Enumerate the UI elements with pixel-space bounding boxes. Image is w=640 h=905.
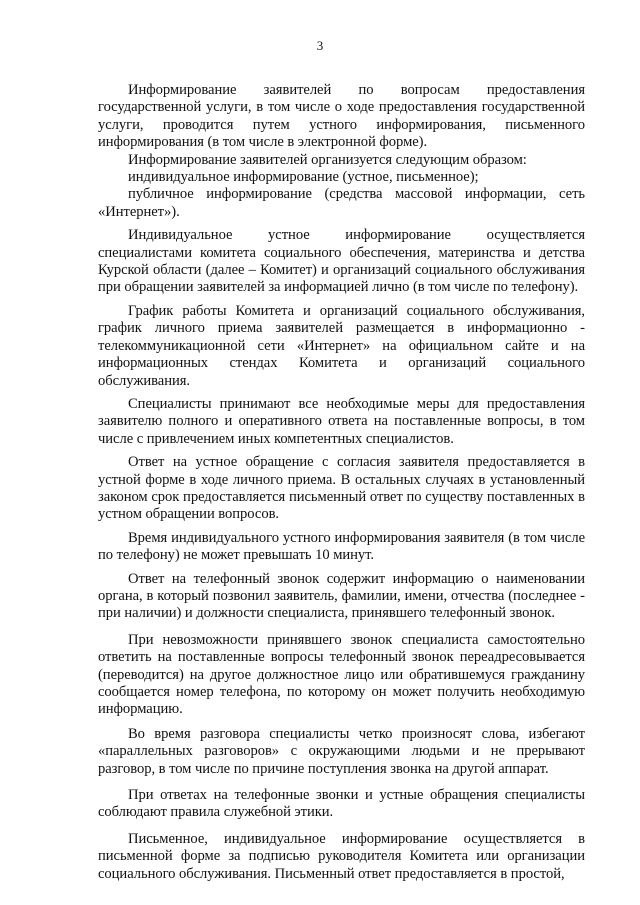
paragraph: Индивидуальное устное информирование осуществляется специалистами комитета социального обеспечения, материнства и детства Курской области (далее – Комитет) и организаций социального обслуживания при обращении заявителей за информацией лично (в том числе по телефону). [98, 227, 585, 296]
paragraph: Во время разговора специалисты четко произносят слова, избегают «параллельных разговоров» с окружающими людьми и не прерывают разговор, в том числе по причине поступления звонка на другой аппарат. [98, 725, 585, 777]
paragraph: публичное информирование (средства массовой информации, сеть «Интернет»). [98, 186, 585, 220]
paragraph: При невозможности принявшего звонок специалиста самостоятельно ответить на поставленные вопросы телефонный звонок переадресовывается (переводится) на другое должностное лицо или обратившемуся гражданину сообщается номер телефона, по которому он может получить необходимую информацию. [98, 631, 585, 718]
paragraph: При ответах на телефонные звонки и устные обращения специалисты соблюдают правила служебной этики. [98, 787, 585, 821]
paragraph: Письменное, индивидуальное информирование осуществляется в письменной форме за подписью руководителя Комитета или организации социального обслуживания. Письменный ответ предоставляется в простой, [98, 830, 585, 882]
paragraph: Ответ на устное обращение с согласия заявителя предоставляется в устной форме в ходе личного приема. В остальных случаях в установленный законом срок предоставляется письменный ответ по существу поставленных в устном обращении вопросов. [98, 454, 585, 523]
paragraph: Время индивидуального устного информирования заявителя (в том числе по телефону) не может превышать 10 минут. [98, 529, 585, 564]
paragraph: Информирование заявителей по вопросам предоставления государственной услуги, в том числе о ходе предоставления государственной услуги, проводится путем устного информирования, письменного информирования (в том числе в электронной форме). [98, 82, 585, 151]
paragraph: Информирование заявителей организуется следующим образом: [128, 151, 527, 168]
paragraph: Ответ на телефонный звонок содержит информацию о наименовании органа, в который позвонил заявитель, фамилии, имени, отчества (последнее - при наличии) и должности специалиста, принявшего телефонный звонок. [98, 570, 585, 622]
paragraph: Специалисты принимают все необходимые меры для предоставления заявителю полного и оперативного ответа на поставленные вопросы, в том числе с привлечением иных компетентных специалистов. [98, 395, 585, 447]
paragraph: индивидуальное информирование (устное, письменное); [128, 169, 479, 186]
page-number: 3 [316, 38, 324, 53]
paragraph: График работы Комитета и организаций социального обслуживания, график личного приема заявителей размещается в информационно - телекоммуникационной сети «Интернет» на официальном сайте и на информационных стендах Комитета и организаций социального обслуживания. [98, 302, 585, 389]
document-body [98, 82, 585, 883]
